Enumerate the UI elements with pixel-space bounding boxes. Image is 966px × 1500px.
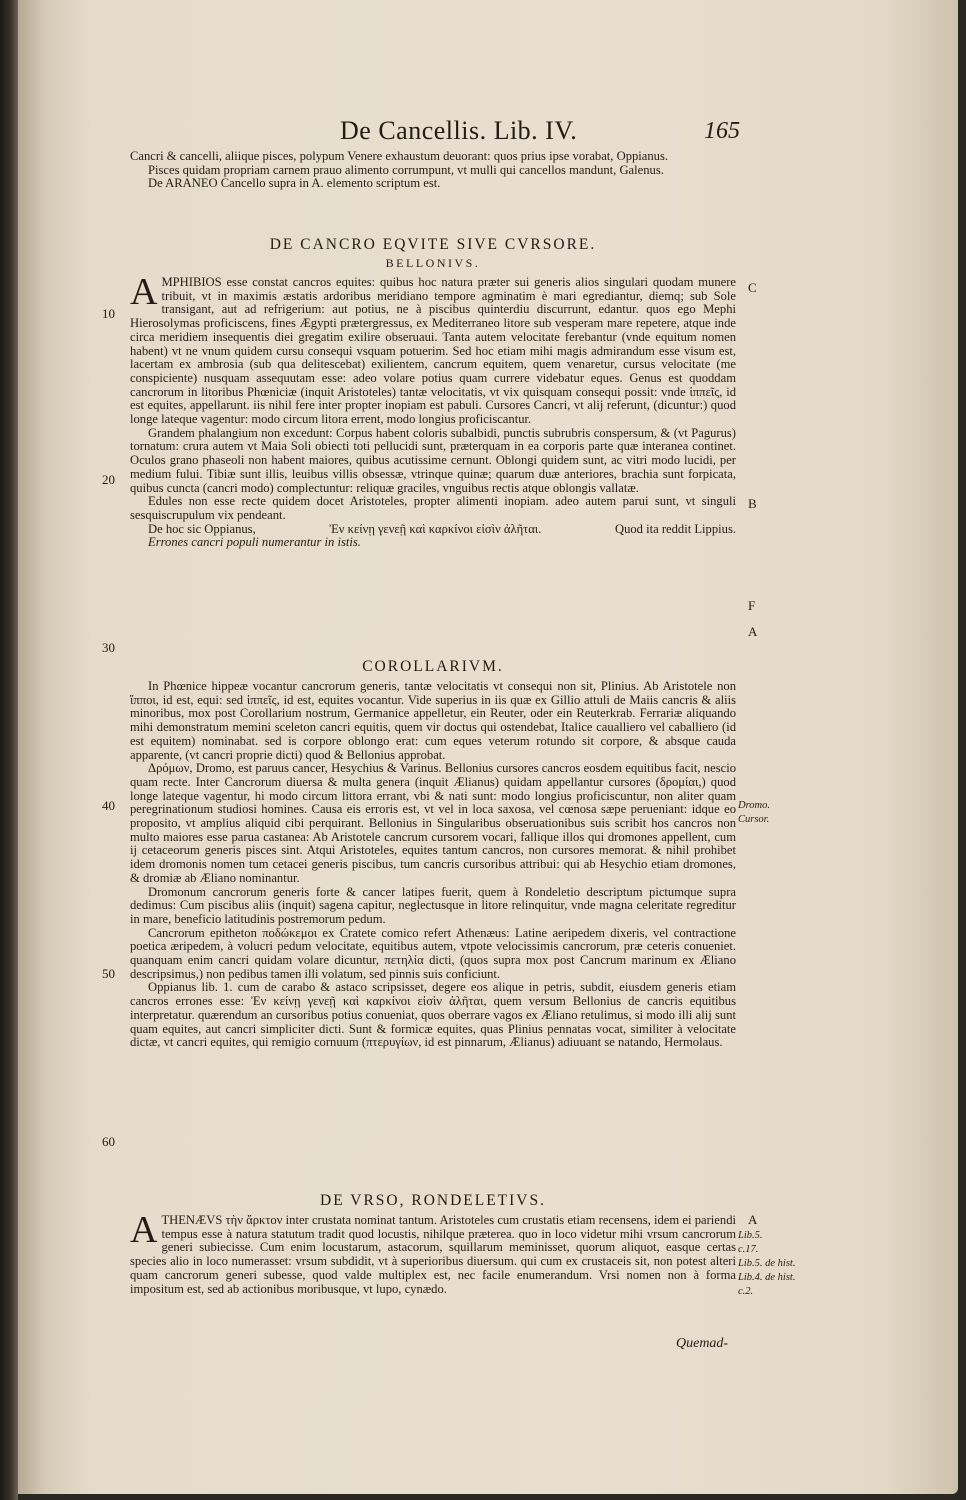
oppianus-tail: Quod ita reddit Lippius. — [614, 521, 736, 536]
author-heading-bellonius: BELLONIVS. — [385, 256, 481, 270]
paragraph-text: THENÆVS τὴν ἄρκτον inter crustata nominat tantum. Aristoteles cum crustatis etiam recensens, idem ei pariendi tempus esse à natura statutum tradit quod locustis, nihilque præterea. quo in loco videtur mihi vrsum cancrorum generi subiecisse. Cum enim locustarum, astacorum, squillarum meminisset, quorum aliquot, easque certas species alio in loco numerasset: vrsum subdidit, vt à superioribus diuersum. qui cum ex crustaceis sit, non potest alteri quam cancrorum generi subesse, quod valde multiplex est, nec facile enumerandum. Vrsi nomen non à forma impositum est, sed ab actionibus moribusque, vt lupo, cynædo. — [130, 1213, 736, 1296]
corollarium-paragraph: Cancrorum epitheton ποδώκεμοι ex Cratete comico refert Athenæus: Latine aeripedem dixeris, vel contractione poetica æripedem, à volucri pedum velocitate, equitibus autem, vtpote velocissimis cancrorum, præ ceteris conueniet. quanquam enim cancri quidam volare dicuntur, πετηλία dicti, (quos supra mox post Cancrum marinum ex Æliano descripsimus,) non pedibus tamen illi volatum, sed pinnis suis conficiunt. — [130, 925, 736, 981]
intro-block — [130, 150, 736, 191]
section-heading-urso: DE VRSO, RONDELETIVS. — [320, 1192, 546, 1209]
corollarium-paragraph: In Phœnice hippeæ vocantur cancrorum generis, tantæ velocitatis vt consequi non sit, Plinius. Ab Aristotele non ἵπποι, id est, equi: sed ἱππεῖς, id est, equites vocantur. Vide superius in iis quæ ex Gillio attuli de Maiis cancris & aliis minoribus, mox post Corollarium nostrum, Germanice appelletur, ein Reuter, oder ein Reuterkrab. Ferrariæ aliquando mihi demonstratum memini sceleton cancri equitis, quem vir doctus qui ostendebat, Italice caualliero vel caballiero (id est equitem) nominabat. sed is corpore oblongo erat: cum eques veterum rotundo sit corpore, & absque cauda apparente, (vt cancri proprie dicti) quod & Bellonius approbat. — [130, 679, 736, 762]
bellonius-paragraph-3: Edules non esse recte quidem docet Aristoteles, propter alimenti inopiam. adeo autem parui sunt, vt singuli sesquiscrupulum vix pendeant. — [130, 494, 736, 522]
margin-note-reference: c.2. — [738, 1286, 754, 1297]
catchword: Quemad- — [676, 1336, 729, 1351]
corollarium-paragraph: Dromonum cancrorum generis forte & cancer latipes fuerit, quem à Rondeletio descriptum pictumque supra dedimus: Cum piscibus aliis (inquit) sagena capitur, neglectusque in litore relinquitur, vnde magna celeritate regreditur in mare, beneficio latitudinis postremorum pedum. — [130, 884, 736, 926]
line-number: 20 — [102, 472, 115, 487]
line-number: 40 — [102, 798, 115, 813]
corollarium-block — [130, 680, 736, 1050]
margin-note-reference: Lib.5. de hist. — [738, 1258, 796, 1269]
heading-text: DE CANCRO EQVITE SIVE CVRSORE. — [269, 236, 597, 253]
line-number: 50 — [102, 966, 115, 981]
margin-letter: C — [748, 280, 757, 295]
page-number: 165 — [704, 118, 740, 144]
urso-paragraph — [130, 1209, 736, 1296]
margin-letter: B — [748, 496, 757, 511]
margin-letter: F — [748, 598, 756, 613]
drop-cap: A — [130, 271, 158, 313]
margin-letter: A — [748, 624, 758, 639]
line-number: 30 — [102, 640, 115, 655]
bellonius-paragraph-2: Grandem phalangium non excedunt: Corpus habent coloris subalbidi, punctis subrubris conspersum, & (vt Pagurus) tornatum: crura autem vt Maia Soli obiecti toti pellucidi sunt, præterquam in ea corporis parte quæ interanea continet. Oculos grano phaseoli non habent maiores, quibus acutissime cernunt. Oblongi quidem sunt, ac vitri modo lucidi, per medium fului. Tibiæ sunt illis, leuibus villis obsessæ, vtrinque quinæ; quarum duæ anteriores, brachia sunt forpicata, quibus cuncta (cancri modo) complectuntur: reliquæ graciles, vnguibus rectis atque oblongis vallatæ. — [130, 425, 736, 495]
margin-note-cursor: Cursor. — [738, 814, 770, 825]
bellonius-paragraph-1 — [130, 271, 736, 427]
oppianus-quote-line — [130, 523, 736, 537]
intro-paragraph: Cancri & cancelli, aliique pisces, polypum Venere exhaustum deuorant: quos prius ipse vorabat, Oppianus. — [130, 149, 669, 163]
section-heading-corollarium: COROLLARIVM. — [362, 658, 504, 675]
margin-note-reference: Lib.5. — [738, 1230, 763, 1241]
oppianus-lead: De hoc sic Oppianus, — [148, 521, 256, 536]
urso-block — [130, 1209, 736, 1296]
line-number: 60 — [102, 1134, 115, 1149]
margin-note-reference: c.17. — [738, 1244, 759, 1255]
section-heading-cancro-equite — [130, 236, 736, 272]
intro-paragraph: De ARANEO Cancello supra in A. elemento scriptum est. — [148, 176, 441, 191]
intro-paragraph: Pisces quidam propriam carnem prauo alimento corrumpunt, vt mulli qui cancellos mandunt, Galenus. — [148, 162, 664, 177]
bellonius-block — [130, 271, 736, 550]
line-number: 10 — [102, 306, 115, 321]
margin-letter: A — [748, 1212, 758, 1227]
paragraph-text: MPHIBIOS esse constat cancros equites: quibus hoc natura præter sui generis alios singulari quodam munere tribuit, vt in maximis æstatis ardoribus meridiano tempore agminatim è mari egrediantur, diemq; sub Sole transigant, aut ad refrigerium: aut potius, ne à piscibus quinterdiu discurrunt, edantur. quos ego Mephi Hierosolymas proficiscens, fines Ægypti prætergressus, ex Mediterraneo litore sub vesperam mare repetere, atque inde circa meridiem insequentis diei gregatim exilire obseruaui. Tanta autem velocitate ferebantur (vnde equitum nomen habent) vt ne vnum quidem cursu consequi vsquam potuerim. Sed hoc etiam mihi magis admirandum esse visum est, lacertam ex ambrosia (sub qua delitescebat) exilientem, cancrum equitem, quem venaretur, cursus velocitate (me conspiciente) nusquam assequutam esse: adeo volare potius quam currere videbatur eques. Genus est quoddam cancrorum in litoribus Phœniciæ (inquit Aristoteles) tantæ velocitatis, vt vix quisquam consequi possit: vnde ἱππεῖς, id est equites, appellarunt. iis nihil fere inter propter inopiam est pabuli. Cursores Cancri, vt alij referunt, (dicuntur:) quod longe lateque vagentur: modo circum litora errent, modo longius proficiscantur. — [130, 275, 736, 427]
oppianus-greek-verse: Ἐν κείνῃ γενεῇ καὶ καρκίνοι εἰσὶν ἀλῆται. — [329, 521, 542, 536]
corollarium-paragraph: Δρόμων, Dromo, est paruus cancer, Hesychius & Varinus. Bellonius cursores cancros eosdem equitibus facit, nescio quam recte. Inter Cancrorum diuersa & multa genera (inquit Ælianus) quidam appellantur cursores (δρομίαι,) quod longe lateque vagentur, hi modo circum littora errant, vbi & nati sunt: modo longius proficiscuntur, non aliter quam peregrinationum studiosi homines. Causa eis erroris est, vt vel in loca saxosa, vel cœnosa sæpe perueniant: idque eo proposito, vt amplius aliquid cibi perquirant. Bellonius in Singularibus obseruationibus suis scribit hos cancros non multo maiores esse parua castanea: Ab Aristotele cancrum cursorem vocari, fallique illos qui dromones appellent, cum ij cetaceorum generis pisces sint. Atqui Aristoteles, equites tantum cancros, non cursores memorat. & nihil prohibet idem dromonis nomen tum cetacei generis piscibus, tum cancris cursoribus attribui: qui ab Hesychio etiam dromones, & dromiæ ab Æliano nominantur. — [130, 761, 736, 885]
margin-note-reference: Lib.4. de hist. — [738, 1272, 796, 1283]
page-header — [0, 116, 966, 152]
drop-cap: A — [130, 1209, 158, 1251]
book-gutter — [0, 0, 18, 1500]
corollarium-paragraph: Oppianus lib. 1. cum de carabo & astaco scripsisset, degere eos alique in petris, subdit, eiusdem generis etiam cancros errones esse: Ἐν κείνῃ γενεῇ καὶ καρκίνοι εἰσὶν ἀλῆται, quem versum Bellonius de cancris equitibus interpretatur. quærendum an cursoribus potius conueniat, quos oberrare vagos ex Æliano retulimus, si modo illi alij sunt quam equites, aut cancri simpliciter dicti. Sunt & formicæ equites, quas Plinius pennatas vocat, similiter à velocitate dictæ, vt cancri equites, qui remigio cornuum (πτερυγίων, id est pinnarum, Ælianus) adiuuant se natando, Hermolaus. — [130, 980, 736, 1050]
running-title: De Cancellis. Lib. IV. — [340, 116, 578, 145]
margin-note-dromo: Dromo. — [738, 800, 770, 811]
oppianus-latin-verse: Errones cancri populi numerantur in istis. — [148, 535, 361, 550]
